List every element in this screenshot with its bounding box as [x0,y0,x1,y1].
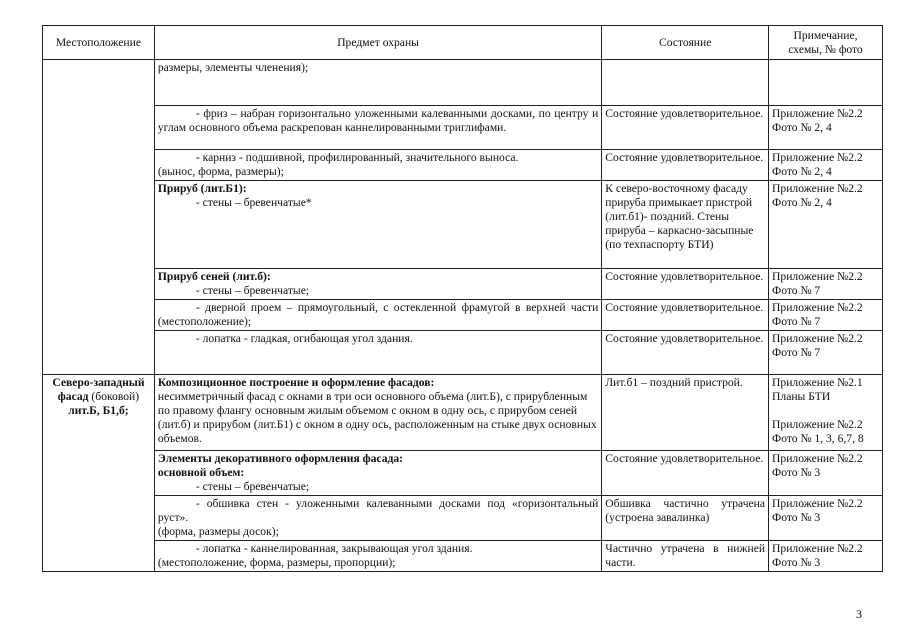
subject-cell: Прируб сеней (лит.б): - стены – бревенчатые; [154,269,601,300]
condition-cell: Состояние удовлетворительное. [602,150,769,181]
subject-cell: - лопатка - гладкая, огибающая угол здания. [154,331,601,375]
note-cell: Приложение №2.2 Фото № 3 [769,541,883,572]
condition-cell: Состояние удовлетворительное. [602,269,769,300]
subject-cell: - дверной проем – прямоугольный, с остекленной фрамугой в верхней части (местоположение); [154,300,601,331]
condition-cell: Состояние удовлетворительное. [602,106,769,150]
note-cell: Приложение №2.2 Фото № 3 [769,451,883,496]
table-row [43,150,883,181]
table-row [43,106,883,150]
note-cell [769,60,883,106]
col-location-header: Местоположение [43,26,155,60]
col-condition-header: Состояние [602,26,769,60]
table-row [43,269,883,300]
note-cell: Приложение №2.2 Фото № 3 [769,496,883,541]
note-cell: Приложение №2.1 Планы БТИ Приложение №2.2 Фото № 1, 3, 6,7, 8 [769,375,883,451]
condition-cell: Лит.б1 – поздний пристрой. [602,375,769,451]
table-header [43,26,883,60]
condition-cell: Обшивка частично утрачена (устроена завалинка) [602,496,769,541]
note-cell: Приложение №2.2 Фото № 7 [769,269,883,300]
condition-cell: Состояние удовлетворительное. [602,331,769,375]
page-number: 3 [856,607,862,621]
note-cell: Приложение №2.2 Фото № 2, 4 [769,181,883,269]
location-cell: Северо-западный фасад (боковой) лит.Б, Б1,б; [43,375,155,572]
subject-cell: Композиционное построение и оформление фасадов: несимметричный фасад с окнами в три оси основного объема (лит.Б), с прирубленным по правому флангу основным жилым объемом с окном в одну ось, с прирубом сеней (лит.б) и прирубом (лит.Б1) с окном в одну ось, расположенным на стыке двух основных объемов. [154,375,601,451]
subject-cell: - фриз – набран горизонтально уложенными калеванными досками, по центру и углам основного объема раскрепован каннелированными триглифами. [154,106,601,150]
subject-cell: Элементы декоративного оформления фасада: основной объем: - стены – бревенчатые; [154,451,601,496]
table-row [43,541,883,572]
table-row [43,451,883,496]
note-cell: Приложение №2.2 Фото № 2, 4 [769,106,883,150]
subject-cell: - карниз - подшивной, профилированный, значительного выноса. (вынос, форма, размеры); [154,150,601,181]
heritage-table [42,25,883,572]
condition-cell: К северо-восточному фасаду прируба примыкает пристрой (лит.б1)- поздний. Стены прируба – каркасно-засыпные (по техпаспорту БТИ) [602,181,769,269]
col-note-header: Примечание, схемы, № фото [769,26,883,60]
subject-cell: размеры, элементы членения); [154,60,601,106]
note-cell: Приложение №2.2 Фото № 2, 4 [769,150,883,181]
subject-cell: Прируб (лит.Б1): - стены – бревенчатые* [154,181,601,269]
note-cell: Приложение №2.2 Фото № 7 [769,300,883,331]
col-subject-header: Предмет охраны [154,26,601,60]
table-row [43,375,883,451]
table-row [43,60,883,106]
condition-cell: Состояние удовлетворительное. [602,451,769,496]
table-row [43,300,883,331]
table-row [43,181,883,269]
table-row [43,331,883,375]
condition-cell: Частично утрачена в нижней части. [602,541,769,572]
condition-cell [602,60,769,106]
subject-cell: - обшивка стен - уложенными калеванными досками под «горизонтальный руст». (форма, размеры досок); [154,496,601,541]
note-cell: Приложение №2.2 Фото № 7 [769,331,883,375]
location-cell [43,60,155,375]
condition-cell: Состояние удовлетворительное. [602,300,769,331]
table-row [43,496,883,541]
subject-cell: - лопатка - каннелированная, закрывающая угол здания. (местоположение, форма, размеры, пропорции); [154,541,601,572]
